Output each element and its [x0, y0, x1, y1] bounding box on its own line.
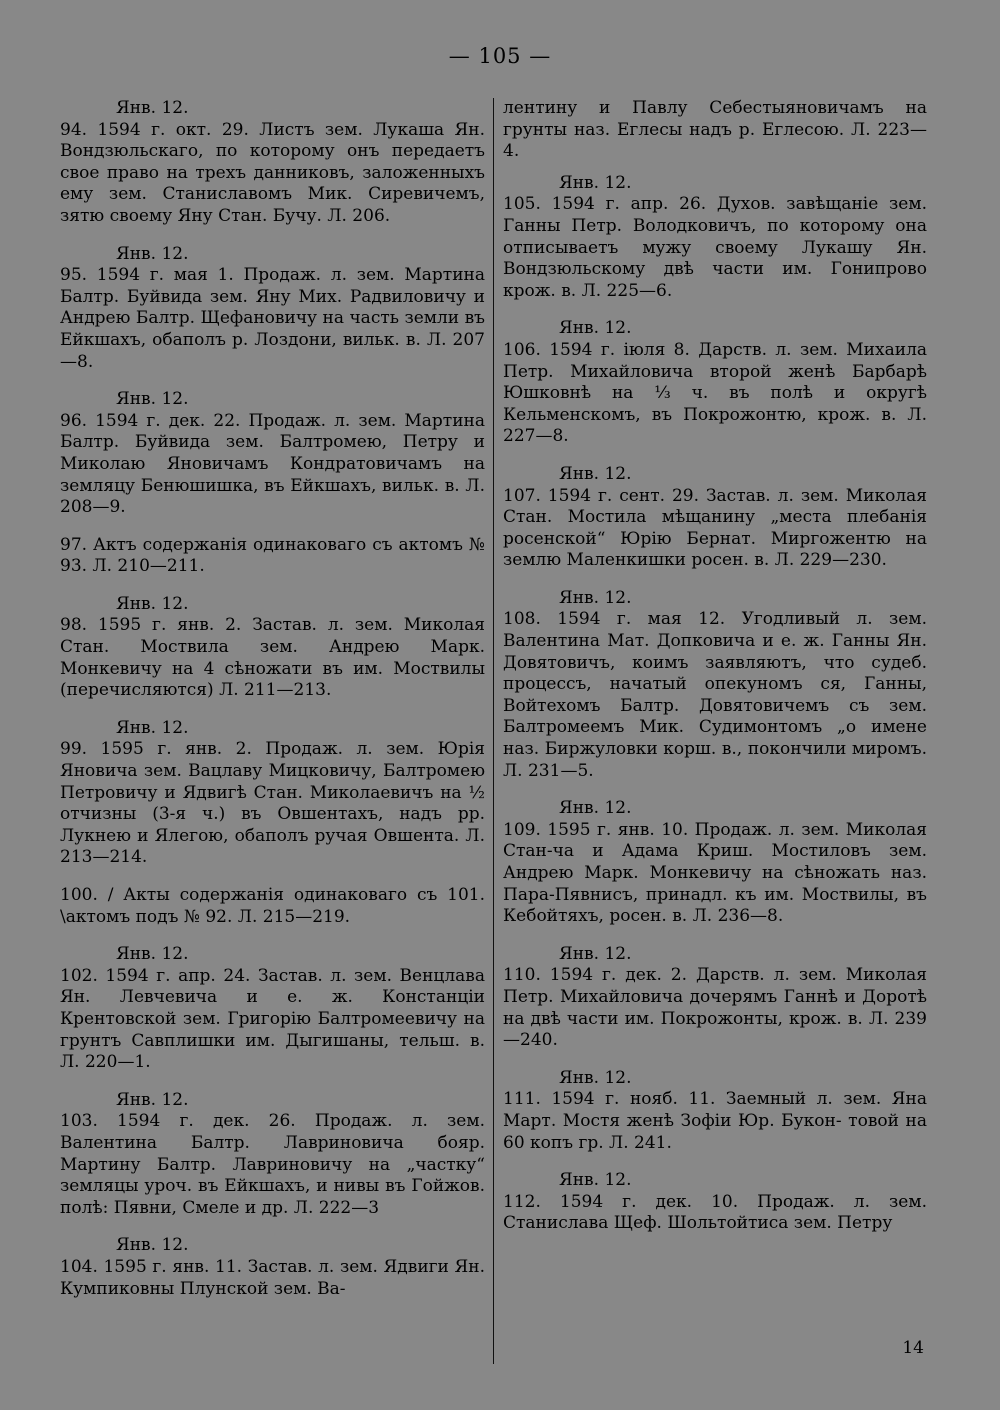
entry-96 — [60, 389, 485, 519]
entry-date: Янв. 12. — [116, 593, 189, 614]
page-number: — 105 — — [448, 44, 552, 68]
entry-103 — [60, 1090, 485, 1220]
entry-date: Янв. 12. — [116, 389, 189, 410]
entry-text: 102. 1594 г. апр. 24. Застав. л. зем. Венцлава Ян. Левчевича и е. ж. Констанціи Крентовской зем. Григорію Балтромеевичу на грунтъ Савплишки им. Дыгишаны, тельш. в. Л. 220—1. — [60, 965, 485, 1073]
entry-date: Янв. 12. — [559, 463, 632, 484]
entry-date: Янв. 12. — [559, 172, 632, 193]
entry-text: 95. 1594 г. мая 1. Продаж. л. зем. Мартина Балтр. Буйвида зем. Яну Мих. Радвиловичу и Андрею Балтр. Щефановичу на часть земли въ Ейкшахъ, обаполъ р. Лоздони, вильк. в. Л. 207—8. — [60, 265, 485, 372]
entry-text: 96. 1594 г. дек. 22. Продаж. л. зем. Мартина Балтр. Буйвида зем. Балтромею, Петру и Миколаю Яновичамъ Кондратовичамъ на земляцу Бенюшишка, въ Ейкшахъ, вильк. в. Л. 208—9. — [60, 410, 485, 518]
entry-text: 112. 1594 г. дек. 10. Продаж. л. зем. Станислава Щеф. Шольтойтиса зем. Петру — [503, 1191, 927, 1234]
column-divider — [493, 98, 494, 1364]
entry-104 — [60, 1235, 485, 1300]
entry-text: 110. 1594 г. дек. 2. Дарств. л. зем. Миколая Петр. Михайловича дочерямъ Ганнѣ и Доротѣ на двѣ части им. Покрожонты, крож. в. Л. 239—240. — [503, 965, 927, 1051]
entry-107 — [503, 464, 927, 572]
entry-text: 107. 1594 г. сент. 29. Застав. л. зем. Миколая Стан. Мостила мѣщанину „места плебанія росенской“ Юрію Бернат. Миргожентю на землю Маленкишки росен. в. Л. 229—230. — [503, 485, 927, 571]
right-column — [503, 98, 927, 1251]
entry-date: Янв. 12. — [559, 1067, 632, 1088]
entry-text: 104. 1595 г. янв. 11. Застав. л. зем. Ядвиги Ян. Кумпиковны Плунской зем. Ва- — [60, 1256, 485, 1299]
entry-text: 98. 1595 г. янв. 2. Застав. л. зем. Миколая Стан. Моствила зем. Андрею Марк. Монкевичу на 4 сѣножати въ им. Моствилы (перечисляются) Л. 211—213. — [60, 615, 485, 701]
entry-98 — [60, 594, 485, 702]
signature-mark: 14 — [902, 1338, 924, 1358]
entry-102 — [60, 944, 485, 1074]
entry-date: Янв. 12. — [559, 318, 632, 339]
entry-date: Янв. 12. — [559, 798, 632, 819]
entry-104-continuation: лентину и Павлу Себестыяновичамъ на грунты наз. Еглесы надъ р. Еглесою. Л. 223—4. — [503, 98, 927, 162]
entry-text: 108. 1594 г. мая 12. Угодливый л. зем. Валентина Мат. Допковича и е. ж. Ганны Ян. Довятовичъ, коимъ заявляютъ, что судеб. процессъ, начатый опекуномъ ся, Ганны, Войтехомъ Балтр. Довятовичемъ съ зем. Балтромеемъ Мик. Судимонтомъ „о имене наз. Биржуловки корш. в., покончили миромъ. Л. 231—5. — [503, 609, 927, 781]
entry-date: Янв. 12. — [116, 717, 189, 738]
entry-99 — [60, 718, 485, 869]
entry-110 — [503, 944, 927, 1052]
entry-date: Янв. 12. — [116, 944, 189, 965]
entry-date: Янв. 12. — [116, 98, 189, 118]
entry-text: 99. 1595 г. янв. 2. Продаж. л. зем. Юрія Яновича зем. Вацлаву Мицковичу, Балтромею Петровичу и Ядвигѣ Стан. Миколаевичъ на ½ отчизны (3-я ч.) въ Овшентахъ, надъ рр. Лукнею и Ялегою, обаполъ ручая Овшента. Л. 213—214. — [60, 739, 485, 868]
entry-date: Янв. 12. — [116, 1235, 189, 1256]
entry-text: 106. 1594 г. іюля 8. Дарств. л. зем. Михаила Петр. Михайловича второй женѣ Барбарѣ Юшковнѣ на ⅓ ч. въ полѣ и округѣ Кельменскомъ, въ Покрожонтю, крож. в. Л. 227—8. — [503, 339, 927, 447]
entry-text: 97. Актъ содержанія одинаковаго съ актомъ № 93. Л. 210—211. — [60, 534, 485, 577]
entry-108 — [503, 588, 927, 782]
entry-text: 100. / Акты содержанія одинаковаго съ 101. \актомъ подъ № 92. Л. 215—219. — [60, 885, 485, 927]
entry-date: Янв. 12. — [116, 1089, 189, 1110]
entry-111 — [503, 1068, 927, 1154]
entry-date: Янв. 12. — [559, 1170, 632, 1191]
entry-text: 105. 1594 г. апр. 26. Духов. завѣщаніе зем. Ганны Петр. Володковичъ, по которому она отписываетъ мужу своему Лукашу Ян. Вондзюльскому двѣ части им. Гонипрово крож. в. Л. 225—6. — [503, 194, 927, 301]
entry-105 — [503, 173, 927, 303]
entry-109 — [503, 798, 927, 928]
entry-100-101 — [60, 885, 485, 928]
entry-date: Янв. 12. — [116, 243, 189, 264]
entry-text: 109. 1595 г. янв. 10. Продаж. л. зем. Миколая Стан-ча и Адама Криш. Мостиловъ зем. Андрею Марк. Монкевичу на сѣножать наз. Пара-Пявнисъ, принадл. къ им. Моствилы, въ Кебойтяхъ, росен. в. Л. 236—8. — [503, 819, 927, 927]
entry-text: 111. 1594 г. нояб. 11. Заемный л. зем. Яна Март. Мостя женѣ Зофіи Юр. Букон- товой на 60 копъ гр. Л. 241. — [503, 1089, 927, 1153]
entry-106 — [503, 318, 927, 448]
entry-94 — [60, 98, 485, 228]
entry-95 — [60, 244, 485, 374]
entry-97 — [60, 535, 485, 578]
entry-date: Янв. 12. — [559, 943, 632, 964]
entry-date: Янв. 12. — [559, 587, 632, 608]
entry-text: 94. 1594 г. окт. 29. Листъ зем. Лукаша Ян. Вондзюльскаго, по которому онъ передаетъ свое право на трехъ данниковъ, заложенныхъ ему зем. Станиславомъ Мик. Сиревичемъ, зятю своему Яну Стан. Бучу. Л. 206. — [60, 119, 485, 226]
entry-112 — [503, 1170, 927, 1235]
entry-text: 103. 1594 г. дек. 26. Продаж. л. зем. Валентина Балтр. Лавриновича бояр. Мартину Балтр. Лавриновичу на „частку“ земляцы уроч. въ Ейкшахъ, и нивы въ Гойжов. полѣ: Пявни, Смеле и др. Л. 222—3 — [60, 1111, 485, 1218]
left-column — [60, 98, 485, 1316]
